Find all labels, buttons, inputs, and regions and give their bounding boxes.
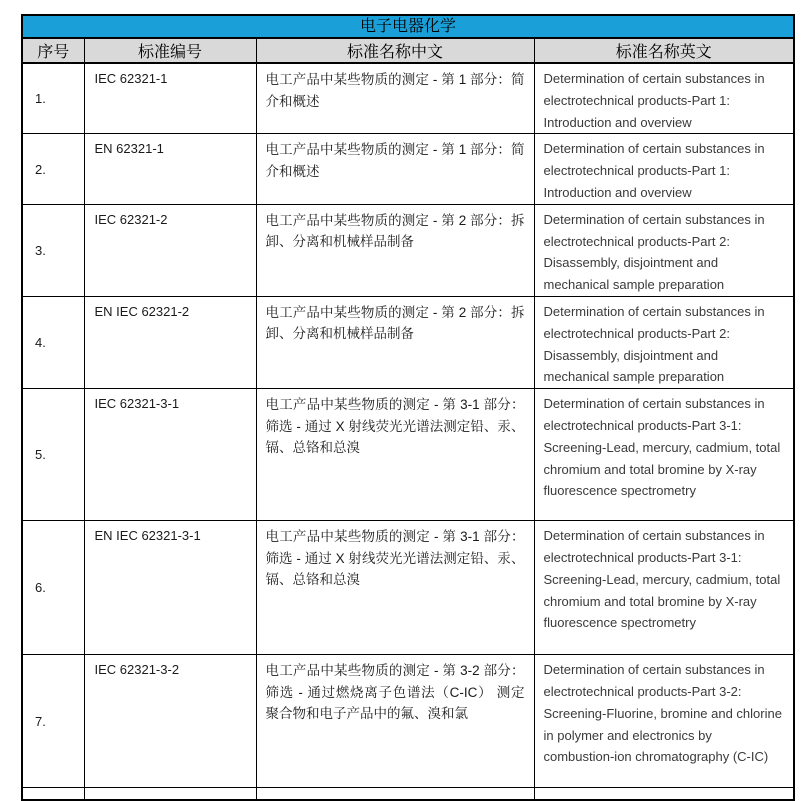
table-row <box>22 134 794 204</box>
standard-name-en-cell: Determination of certain substances in electrotechnical products-Part 1: Introduction and overview <box>534 134 794 204</box>
standard-name-zh-cell: 电工产品中某些物质的测定 - 第 3-2 部分：筛选 - 通过燃烧离子色谱法（C-IC） 测定聚合物和电子产品中的氟、溴和氯 <box>256 655 534 788</box>
standard-name-en-cell: Determination of certain substances in electrotechnical products-Part 3-1: Screening-Lead, mercury, cadmium, total chromium and total bromine by X-ray fluorescence spectrometry <box>534 521 794 655</box>
row-number-cell: 1. <box>22 63 84 134</box>
standard-name-zh-cell: 电工产品中某些物质的测定 - 第 2 部分：拆卸、分离和机械样品制备 <box>256 204 534 296</box>
row-number-cell <box>22 788 84 800</box>
standard-code-cell: EN IEC 62321-2 <box>84 296 256 388</box>
row-number-cell: 2. <box>22 134 84 204</box>
column-header-name-zh: 标准名称中文 <box>256 38 534 63</box>
table-row <box>22 655 794 788</box>
standards-table <box>21 14 795 801</box>
standard-code-cell: IEC 62321-1 <box>84 63 256 134</box>
column-header-code: 标准编号 <box>84 38 256 63</box>
row-number-cell: 3. <box>22 204 84 296</box>
column-header-name-en: 标准名称英文 <box>534 38 794 63</box>
standard-name-en-cell: Determination of certain substances in electrotechnical products-Part 3-1: Screening-Lead, mercury, cadmium, total chromium and total bromine by X-ray fluorescence spectrometry <box>534 389 794 521</box>
standard-name-zh-cell: 电工产品中某些物质的测定 - 第 3-1 部分：筛选 - 通过 X 射线荧光光谱法测定铅、汞、镉、总铬和总溴 <box>256 521 534 655</box>
standard-name-en-cell <box>534 788 794 800</box>
standards-table-container <box>21 14 795 801</box>
standard-name-zh-cell: 电工产品中某些物质的测定 - 第 1 部分：简介和概述 <box>256 63 534 134</box>
standard-name-en-cell: Determination of certain substances in electrotechnical products-Part 2: Disassembly, disjointment and mechanical sample preparation <box>534 204 794 296</box>
title-row <box>22 15 794 38</box>
table-row-clipped <box>22 788 794 800</box>
standard-name-zh-cell: 电工产品中某些物质的测定 - 第 2 部分：拆卸、分离和机械样品制备 <box>256 296 534 388</box>
standard-code-cell: IEC 62321-3-1 <box>84 389 256 521</box>
standard-name-en-cell: Determination of certain substances in electrotechnical products-Part 2: Disassembly, disjointment and mechanical sample preparation <box>534 296 794 388</box>
standard-name-zh-cell: 电工产品中某些物质的测定 - 第 3-1 部分：筛选 - 通过 X 射线荧光光谱法测定铅、汞、镉、总铬和总溴 <box>256 389 534 521</box>
table-row <box>22 204 794 296</box>
standard-code-cell: IEC 62321-3-2 <box>84 655 256 788</box>
column-header-no: 序号 <box>22 38 84 63</box>
standard-code-cell: IEC 62321-2 <box>84 204 256 296</box>
standard-code-cell: EN IEC 62321-3-1 <box>84 521 256 655</box>
standard-code-cell: EN 62321-1 <box>84 134 256 204</box>
header-row <box>22 38 794 63</box>
table-row <box>22 63 794 134</box>
table-title: 电子电器化学 <box>22 15 794 38</box>
table-row <box>22 521 794 655</box>
standard-name-en-cell: Determination of certain substances in electrotechnical products-Part 1: Introduction and overview <box>534 63 794 134</box>
standard-name-zh-cell <box>256 788 534 800</box>
table-row <box>22 296 794 388</box>
row-number-cell: 4. <box>22 296 84 388</box>
standard-name-zh-cell: 电工产品中某些物质的测定 - 第 1 部分：简介和概述 <box>256 134 534 204</box>
table-row <box>22 389 794 521</box>
row-number-cell: 5. <box>22 389 84 521</box>
row-number-cell: 6. <box>22 521 84 655</box>
standard-name-en-cell: Determination of certain substances in electrotechnical products-Part 3-2: Screening-Fluorine, bromine and chlorine in polymer and electronics by combustion-ion chromatography (C-IC) <box>534 655 794 788</box>
row-number-cell: 7. <box>22 655 84 788</box>
standard-code-cell <box>84 788 256 800</box>
